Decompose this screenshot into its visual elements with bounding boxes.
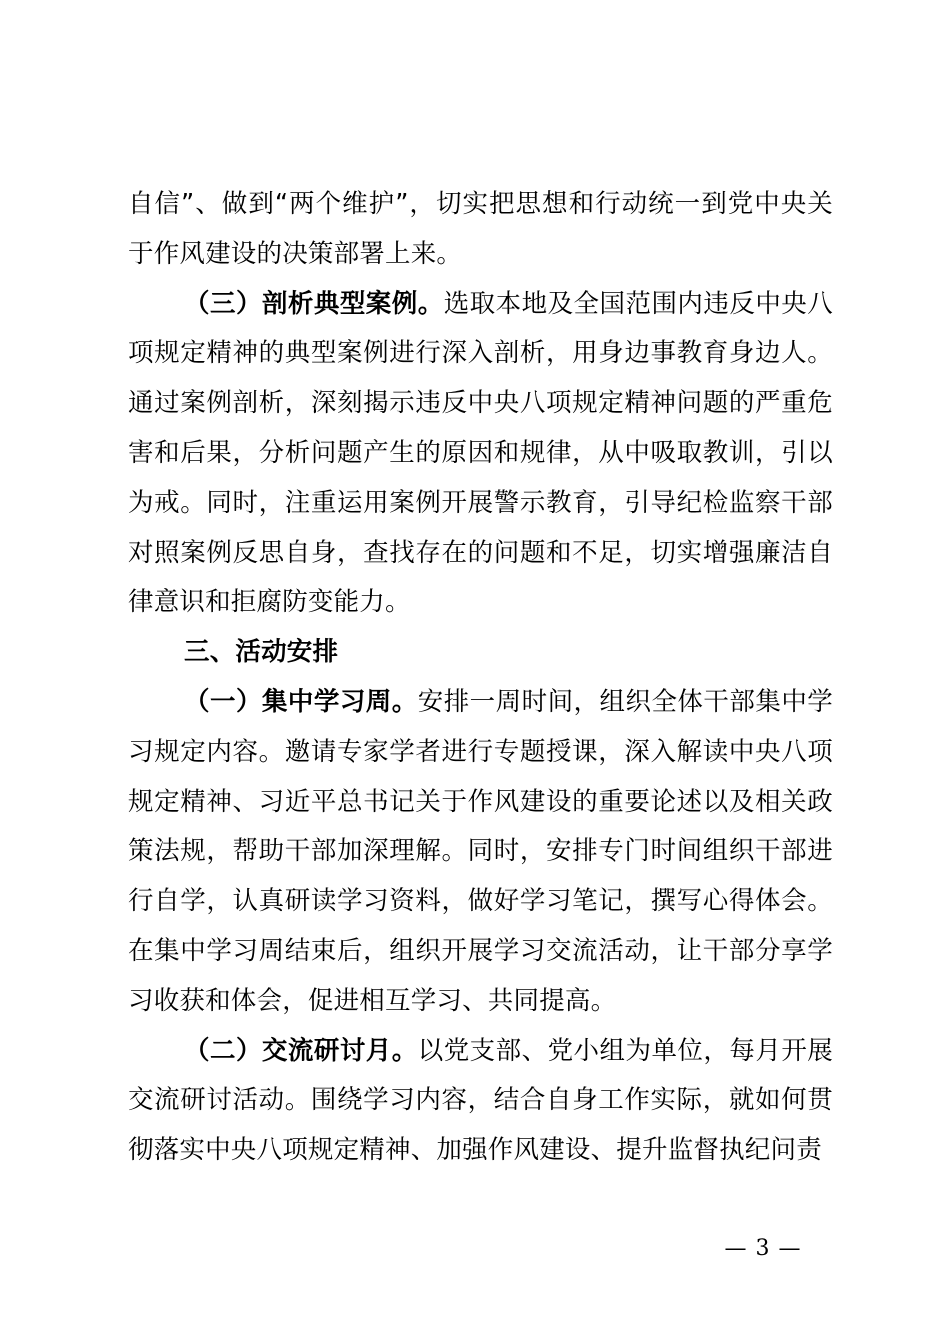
page-number: — 3 — xyxy=(724,1236,802,1261)
paragraph-lead: （一）集中学习周。 xyxy=(184,686,418,717)
paragraph-study-week xyxy=(128,678,833,1027)
paragraph-text: 安排一周时间，组织全体干部集中学习规定内容。邀请专家学者进行专题授课，深入解读中央八项规定精神、习近平总书记关于作风建设的重要论述以及相关政策法规，帮助干部加深理解。同时，安排专门时间组织干部进行自学，认真研读学习资料，做好学习笔记，撰写心得体会。在集中学习周结束后，组织开展学习交流活动，让干部分享学习收获和体会，促进相互学习、共同提高。 xyxy=(128,686,833,1016)
paragraph-seminar-month xyxy=(128,1027,833,1176)
document-body xyxy=(128,180,833,1176)
paragraph-lead: （二）交流研讨月。 xyxy=(184,1035,418,1066)
section-heading: 三、活动安排 xyxy=(184,637,339,668)
paragraph-text: 自信”、做到“两个维护”，切实把思想和行动统一到党中央关于作风建设的决策部署上来。 xyxy=(128,189,833,269)
paragraph-continuation xyxy=(128,180,833,280)
paragraph-case-analysis xyxy=(128,280,833,629)
paragraph-text: 选取本地及全国范围内违反中央八项规定精神的典型案例进行深入剖析，用身边事教育身边人。通过案例剖析，深刻揭示违反中央八项规定精神问题的严重危害和后果，分析问题产生的原因和规律，从中吸取教训，引以为戒。同时，注重运用案例开展警示教育，引导纪检监察干部对照案例反思自身，查找存在的问题和不足，切实增强廉洁自律意识和拒腐防变能力。 xyxy=(128,288,833,618)
paragraph-text: 以党支部、党小组为单位，每月开展交流研讨活动。围绕学习内容，结合自身工作实际，就如何贯彻落实中央八项规定精神、加强作风建设、提升监督执纪问责 xyxy=(128,1035,833,1166)
paragraph-lead: （三）剖析典型案例。 xyxy=(184,288,444,319)
